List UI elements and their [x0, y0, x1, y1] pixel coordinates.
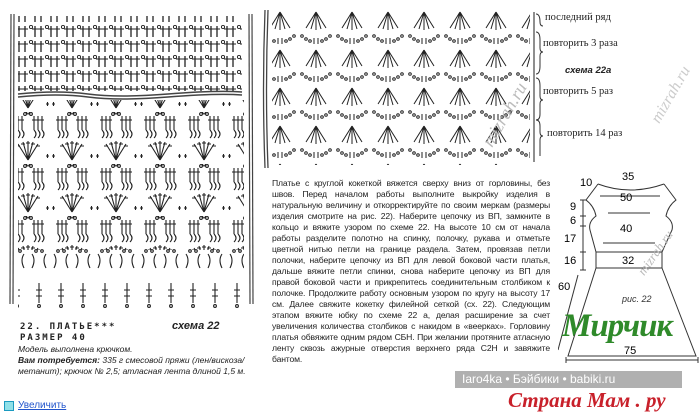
zoom-link[interactable] — [4, 400, 66, 411]
requirements-label: Вам потребуется: — [18, 355, 100, 365]
dim-hem: 75 — [624, 345, 637, 357]
pattern-size: РАЗМЕР 40 — [20, 333, 87, 343]
instructions-text: Платье с круглой кокеткой вяжется сверху вниз от горловины, без швов. Перед началом работы выполните выкройку изделия в натуральную величину и откорректируйте по своим меркам (размеры изделия смотрите на рис. 22). Наберите цепочку из ВП, замкните в кольцо и вяжите узором по схеме 22. На высоте 10 см от начала работы разделите полотно на спинку, полочку, рукава и отметьте цветной нитью петли на границе раздела. Затем, провязав петли полочки, наберите цепочку из ВП для левой боковой части платья, дальше вяжите петли спинки, снова наберите цепочку из ВП для правой боковой части и прикрепитесь соединительным столбиком к полочке. Продолжите работу основным узором по кругу на высоту 17 см. Далее свяжите кокетку филейной сеткой (сх. 22). Следующим этапом вяжите юбку по схеме 22 а, делая расширение за счет увеличения количества столбиков с накидом в «веерках». Горловину платья обвяжите одним рядом СБН. При желании протяните атласную ленту сквозь ажурные отверстия верхнего ряда С2Н и завяжите бантом. — [272, 178, 550, 364]
site-watermark-chart: mizrah.ru — [478, 78, 531, 150]
model-note: Модель выполнена крючком. — [18, 344, 133, 354]
site-watermark: mizrah.ru — [647, 63, 694, 127]
diagram-caption: рис. 22 — [622, 294, 652, 304]
brand-watermark: Страна Мам . ру — [508, 388, 666, 412]
pattern-number-title: 22. ПЛАТЬЕ*** — [20, 322, 117, 332]
bracket-lines — [530, 4, 550, 164]
dim-neck: 35 — [622, 171, 635, 183]
bracket-label-repeat-5: повторить 5 раз — [543, 86, 614, 97]
crochet-chart-22 — [6, 8, 256, 308]
dim-yoke: 9 — [570, 201, 577, 213]
site-watermark-diagram: mizrah.ru — [634, 227, 676, 278]
schema-22a-label: схема 22а — [565, 65, 612, 76]
schema-22-label: схема 22 — [172, 320, 220, 332]
bracket-label-repeat-3: повторить 3 раза — [543, 38, 618, 49]
dim-chest-top: 50 — [620, 192, 633, 204]
requirements-block — [18, 344, 253, 377]
dim-waist-height: 16 — [564, 255, 577, 267]
dim-skirt-length: 60 — [558, 281, 571, 293]
dim-shoulder: 10 — [580, 177, 593, 189]
author-watermark: Мирчик — [562, 308, 673, 344]
dim-chest: 40 — [620, 223, 633, 235]
dim-armhole: 6 — [570, 215, 577, 227]
bracket-label-repeat-14: повторить 14 раз — [547, 128, 623, 139]
pattern-title — [20, 322, 116, 344]
watermark-bar-text: Iaro4ka • Бэйбики • babiki.ru — [462, 372, 616, 386]
crochet-chart-22a — [262, 8, 542, 168]
zoom-icon — [4, 401, 14, 411]
zoom-link-label[interactable]: Увеличить — [18, 400, 67, 411]
bracket-label-last-row: последний ряд — [545, 12, 611, 23]
dim-waist: 32 — [622, 255, 635, 267]
dim-bodice: 17 — [564, 233, 577, 245]
requirements-text — [18, 355, 253, 377]
requirements-value: 335 г смесовой пряжи (лен/вискоза/ метанит); крючок № 2,5; атласная лента длиной 1,5 м. — [18, 355, 246, 376]
